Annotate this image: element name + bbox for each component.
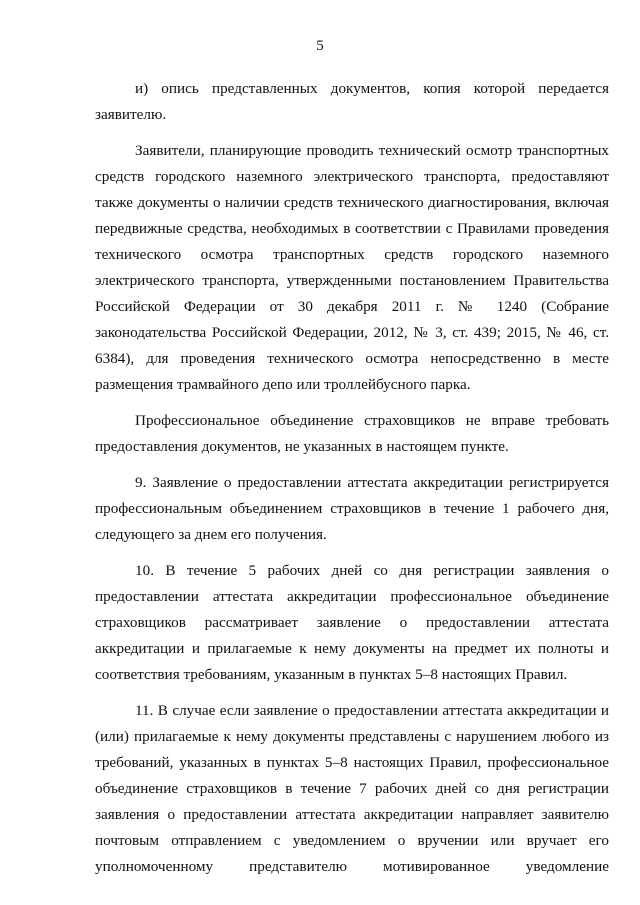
paragraph-clause-9: 9. Заявление о предоставлении аттестата аккредитации регистрируется профессиональным объединением страховщиков в течение 1 рабочего дня, следующего за днем его получения.	[95, 474, 609, 543]
paragraph-clause-10: 10. В течение 5 рабочих дней со дня регистрации заявления о предоставлении аттестата аккредитации профессиональное объединение страховщиков рассматривает заявление о предоставлении аттестата аккредитации и прилагаемые к нему документы на предмет их полноты и соответствия требованиям, указанным в пунктах 5–8 настоящих Правил.	[95, 562, 609, 683]
paragraph-diagnostics-documents: Заявители, планирующие проводить технический осмотр транспортных средств городского наземного электрического транспорта, предоставляют также документы о наличии средств технического диагностирования, включая передвижные средства, необходимых в соответствии с Правилами проведения технического осмотра транспортных средств городского наземного электрического транспорта, утвержденными постановлением Правительства Российской Федерации от 30 декабря 2011 г. № 1240 (Собрание законодательства Российской Федерации, 2012, № 3, ст. 439; 2015, № 46, ст. 6384), для проведения технического осмотра непосредственно в месте размещения трамвайного депо или троллейбусного парка.	[95, 142, 609, 393]
paragraph-item-i: и) опись представленных документов, копия которой передается заявителю.	[95, 80, 609, 123]
paragraph-no-extra-documents: Профессиональное объединение страховщиков не вправе требовать предоставления документов, не указанных в настоящем пункте.	[95, 412, 609, 455]
body-text	[95, 76, 609, 880]
page-number: 5	[316, 38, 324, 54]
paragraph-clause-11: 11. В случае если заявление о предоставлении аттестата аккредитации и (или) прилагаемые к нему документы представлены с нарушением любого из требований, указанных в пунктах 5–8 настоящих Правил, профессиональное объединение страховщиков в течение 7 рабочих дней со дня регистрации заявления о предоставлении аттестата аккредитации направляет заявителю почтовым отправлением с уведомлением о вручении или вручает его уполномоченному представителю мотивированное уведомление	[95, 702, 609, 875]
